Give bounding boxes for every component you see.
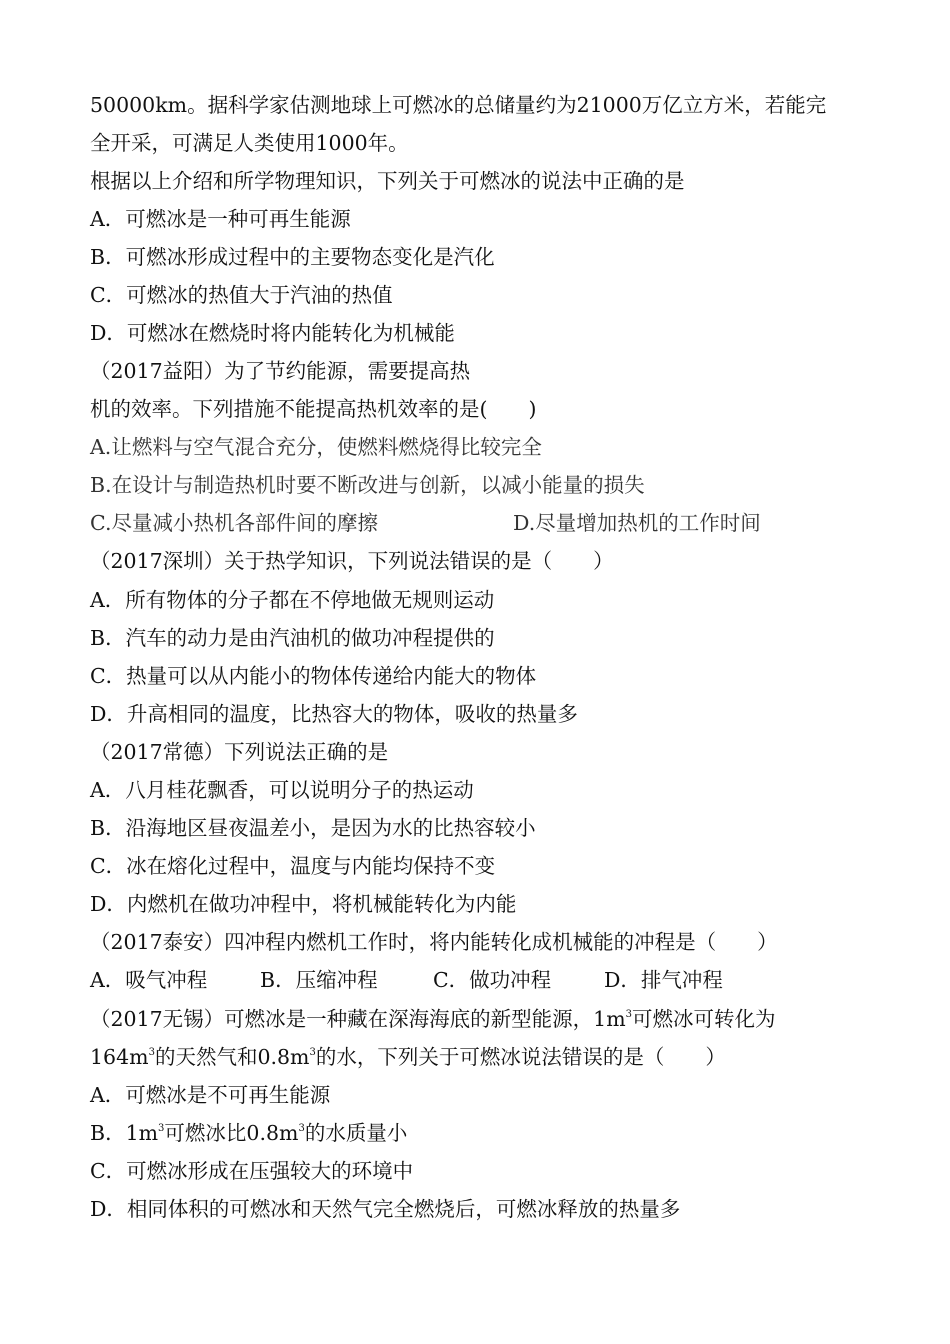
shenzhen-stem: （2017深圳）关于热学知识，下列说法错误的是（ ） xyxy=(90,549,614,573)
wuxi-option-b-c: 的水质量小 xyxy=(304,1121,408,1145)
changde-option-d: D．内燃机在做功冲程中，将机械能转化为内能 xyxy=(90,892,517,916)
intro-line-2: 全开采，可满足人类使用1000年。 xyxy=(90,131,409,155)
taian-option-c: C．做功冲程 xyxy=(433,968,552,992)
taian-option-b: B．压缩冲程 xyxy=(260,968,378,992)
changde-option-b: B．沿海地区昼夜温差小，是因为水的比热容较小 xyxy=(90,816,536,840)
wuxi-option-b xyxy=(90,1118,407,1148)
yiyang-option-c: C.尽量减小热机各部件间的摩擦 xyxy=(90,511,378,535)
intro-question: 根据以上介绍和所学物理知识，下列关于可燃冰的说法中正确的是 xyxy=(90,169,685,193)
wuxi-stem-2c: 的水，下列关于可燃冰说法错误的是（ ） xyxy=(315,1045,726,1069)
wuxi-stem-2b: 的天然气和0.8m xyxy=(154,1045,310,1069)
wuxi-option-b-a: B．1m xyxy=(90,1121,159,1145)
changde-stem: （2017常德）下列说法正确的是 xyxy=(90,740,389,764)
shenzhen-option-b: B．汽车的动力是由汽油机的做功冲程提供的 xyxy=(90,626,495,650)
wuxi-option-c: C．可燃冰形成在压强较大的环境中 xyxy=(90,1159,414,1183)
yiyang-option-a: A.让燃料与空气混合充分，使燃料燃烧得比较完全 xyxy=(90,435,542,459)
wuxi-stem-line-1 xyxy=(90,1004,776,1034)
shenzhen-option-c: C．热量可以从内能小的物体传递给内能大的物体 xyxy=(90,664,537,688)
wuxi-option-b-sup1: 3 xyxy=(158,1123,165,1134)
wuxi-stem-line-2 xyxy=(90,1042,726,1072)
wuxi-stem-2-sup1: 3 xyxy=(148,1047,155,1058)
intro-option-a: A．可燃冰是一种可再生能源 xyxy=(90,207,351,231)
wuxi-option-a: A．可燃冰是不可再生能源 xyxy=(90,1083,331,1107)
wuxi-stem-1a: （2017无锡）可燃冰是一种藏在深海海底的新型能源，1m xyxy=(90,1007,626,1031)
yiyang-option-b: B.在设计与制造热机时要不断改进与创新，以减小能量的损失 xyxy=(90,473,645,497)
wuxi-option-b-b: 可燃冰比0.8m xyxy=(164,1121,299,1145)
intro-option-c: C．可燃冰的热值大于汽油的热值 xyxy=(90,283,393,307)
intro-line-1: 50000km。据科学家估测地球上可燃冰的总储量约为21000万亿立方米，若能完 xyxy=(90,93,827,117)
intro-option-d: D．可燃冰在燃烧时将内能转化为机械能 xyxy=(90,321,455,345)
wuxi-stem-2-sup2: 3 xyxy=(309,1047,316,1058)
shenzhen-option-a: A．所有物体的分子都在不停地做无规则运动 xyxy=(90,588,495,612)
taian-option-a: A．吸气冲程 xyxy=(90,968,208,992)
yiyang-stem-line-2: 机的效率。下列措施不能提高热机效率的是( ) xyxy=(90,397,537,421)
intro-option-b: B．可燃冰形成过程中的主要物态变化是汽化 xyxy=(90,245,495,269)
taian-option-d: D．排气冲程 xyxy=(604,968,723,992)
shenzhen-option-d: D．升高相同的温度，比热容大的物体，吸收的热量多 xyxy=(90,702,578,726)
changde-option-c: C．冰在熔化过程中，温度与内能均保持不变 xyxy=(90,854,496,878)
changde-option-a: A．八月桂花飘香，可以说明分子的热运动 xyxy=(90,778,474,802)
taian-stem: （2017泰安）四冲程内燃机工作时，将内能转化成机械能的冲程是（ ） xyxy=(90,930,778,954)
wuxi-option-d: D．相同体积的可燃冰和天然气完全燃烧后，可燃冰释放的热量多 xyxy=(90,1197,681,1221)
wuxi-stem-1-sup: 3 xyxy=(625,1009,633,1020)
yiyang-option-d: D.尽量增加热机的工作时间 xyxy=(513,511,761,535)
wuxi-option-b-sup2: 3 xyxy=(298,1123,305,1134)
yiyang-stem-line-1: （2017益阳）为了节约能源，需要提高热 xyxy=(90,359,471,383)
wuxi-stem-2a: 164m xyxy=(90,1045,149,1069)
wuxi-stem-1b: 可燃冰可转化为 xyxy=(632,1007,776,1031)
